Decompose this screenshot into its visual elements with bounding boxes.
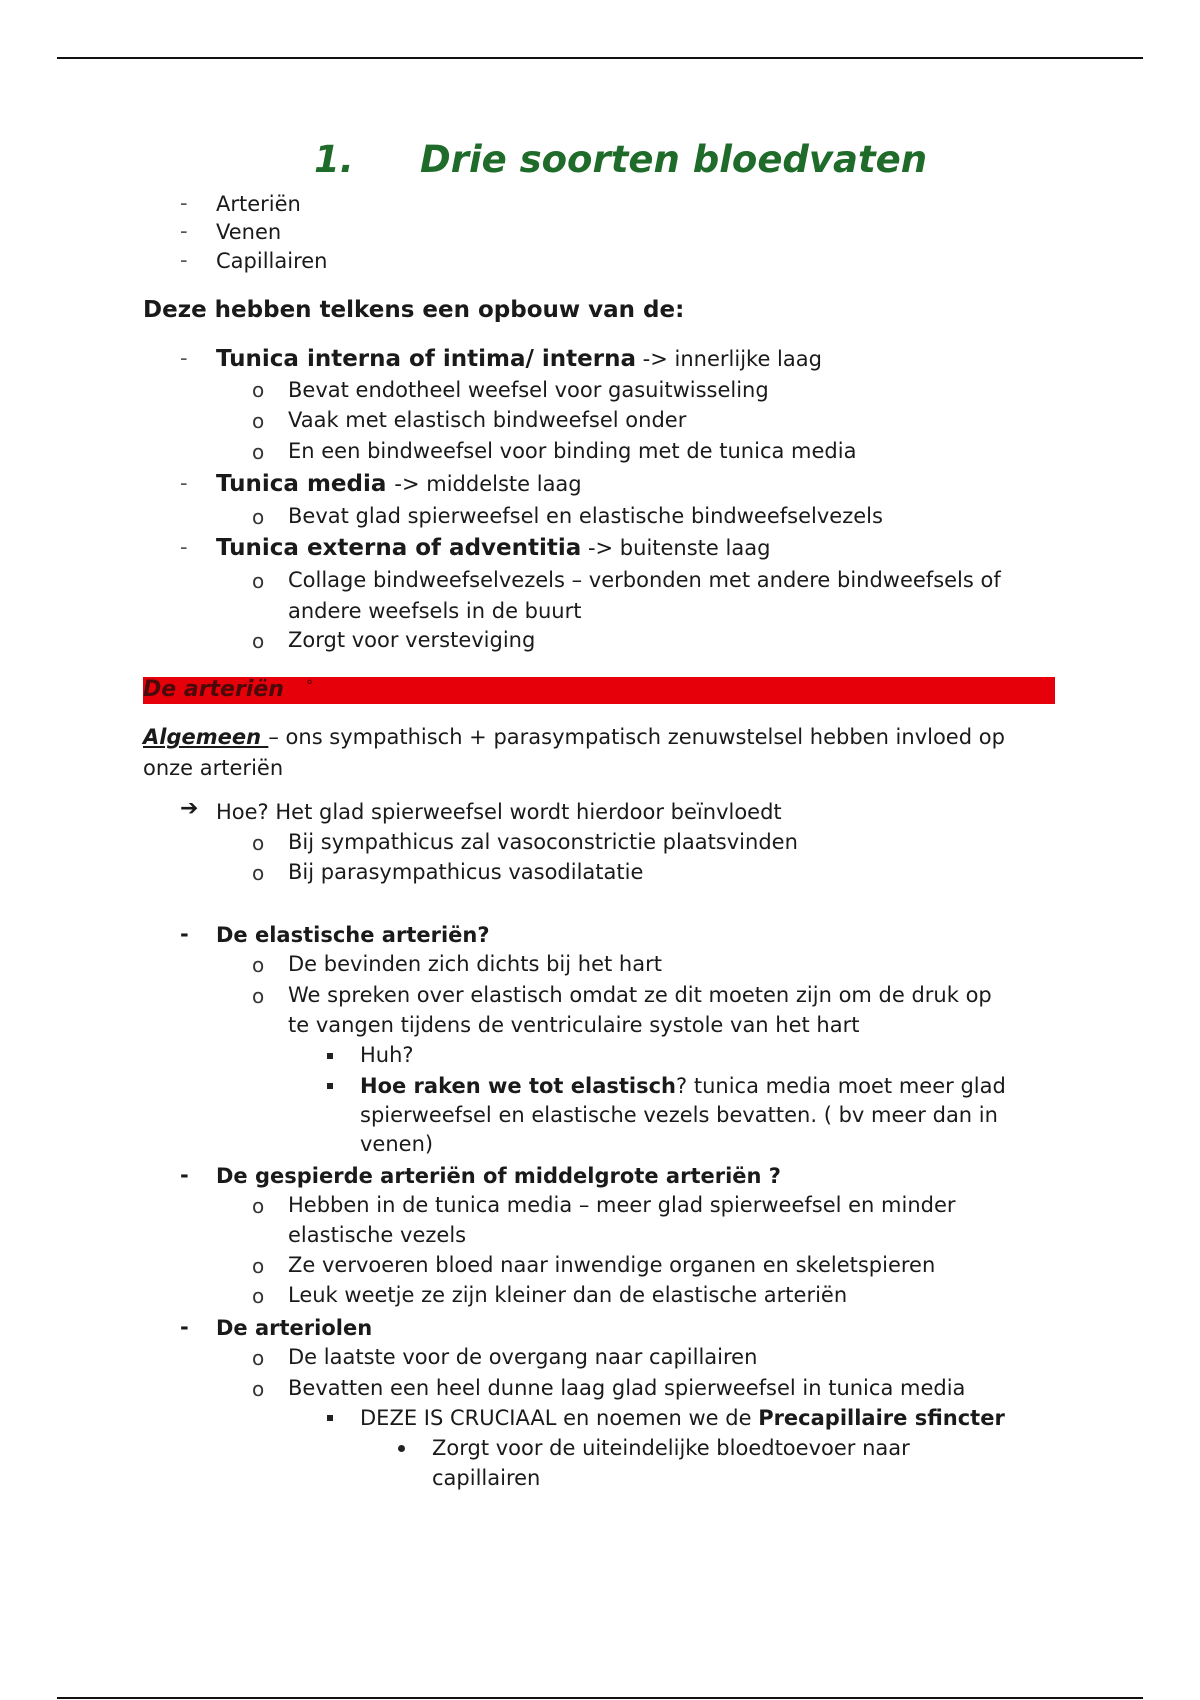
list-item: Collage bindweefselvezels – verbonden met andere bindweefsels of bbox=[288, 568, 1001, 592]
list-item: Zorgt voor de uiteindelijke bloedtoevoer naar bbox=[432, 1436, 910, 1460]
structure-heading: Deze hebben telkens een opbouw van de: bbox=[143, 297, 685, 323]
dash-bullet: - bbox=[180, 922, 189, 946]
section-bar-arterien bbox=[143, 677, 1055, 704]
arteriolen-heading: De arteriolen bbox=[216, 1316, 373, 1340]
layer-interna-name: Tunica interna of intima/ interna bbox=[216, 346, 636, 372]
emphasis: Precapillaire sfincter bbox=[758, 1406, 1005, 1430]
algemeen-line1 bbox=[143, 722, 1005, 752]
list-item: Bevat endotheel weefsel voor gasuitwisseling bbox=[288, 378, 769, 402]
list-item-cont: andere weefsels in de buurt bbox=[288, 599, 582, 623]
list-item-cont: capillairen bbox=[432, 1466, 541, 1490]
list-item-cont: spierweefsel en elastische vezels bevatten. ( bv meer dan in bbox=[360, 1103, 998, 1127]
algemeen-label: Algemeen bbox=[143, 725, 269, 749]
dash-bullet: - bbox=[180, 535, 188, 559]
o-bullet: o bbox=[252, 629, 265, 653]
layer-media bbox=[216, 469, 582, 499]
o-bullet: o bbox=[252, 861, 265, 885]
o-bullet: o bbox=[252, 378, 265, 402]
list-item-text: DEZE IS CRUCIAAL en noemen we de bbox=[360, 1406, 759, 1430]
dash-bullet: - bbox=[180, 1315, 189, 1339]
hoe-question: Hoe? Het glad spierweefsel wordt hierdoor beïnvloedt bbox=[216, 800, 782, 824]
algemeen-line2: onze arteriën bbox=[143, 756, 284, 780]
list-item: We spreken over elastisch omdat ze dit moeten zijn om de druk op bbox=[288, 983, 992, 1007]
square-bullet bbox=[327, 1415, 333, 1421]
layer-media-desc: -> middelste laag bbox=[394, 472, 582, 496]
top-rule bbox=[57, 57, 1143, 59]
o-bullet: o bbox=[252, 440, 265, 464]
layer-externa-name: Tunica externa of adventitia bbox=[216, 535, 582, 561]
dash-bullet: - bbox=[180, 1163, 189, 1187]
list-item-cont: venen) bbox=[360, 1132, 434, 1156]
algemeen-text: – ons sympathisch + parasympatisch zenuwstelsel hebben invloed op bbox=[268, 725, 1005, 749]
o-bullet: o bbox=[252, 1254, 265, 1278]
list-item-arterien: Arteriën bbox=[216, 192, 301, 216]
list-item-cont: te vangen tijdens de ventriculaire systole van het hart bbox=[288, 1013, 860, 1037]
list-item-venen: Venen bbox=[216, 220, 282, 244]
list-item: Bevatten een heel dunne laag glad spierweefsel in tunica media bbox=[288, 1376, 966, 1400]
dash-bullet: - bbox=[180, 346, 188, 370]
elastische-heading: De elastische arteriën? bbox=[216, 923, 490, 947]
list-item: Bevat glad spierweefsel en elastische bindweefselvezels bbox=[288, 504, 883, 528]
o-bullet: o bbox=[252, 569, 265, 593]
o-bullet: o bbox=[252, 1377, 265, 1401]
round-bullet bbox=[398, 1445, 405, 1452]
list-item: Bij sympathicus zal vasoconstrictie plaatsvinden bbox=[288, 830, 798, 854]
list-item: Zorgt voor versteviging bbox=[288, 628, 536, 652]
list-item: Bij parasympathicus vasodilatatie bbox=[288, 860, 644, 884]
o-bullet: o bbox=[252, 1284, 265, 1308]
emphasis: Hoe raken we tot elastisch bbox=[360, 1074, 677, 1098]
list-item bbox=[360, 1403, 1005, 1433]
o-bullet: o bbox=[252, 1346, 265, 1370]
bottom-rule bbox=[57, 1697, 1143, 1699]
list-item-text: ? tunica media moet meer glad bbox=[676, 1074, 1006, 1098]
title-number: 1. bbox=[314, 138, 354, 181]
list-item-capillairen: Capillairen bbox=[216, 249, 328, 273]
list-item bbox=[360, 1071, 1006, 1101]
o-bullet: o bbox=[252, 831, 265, 855]
square-bullet bbox=[327, 1053, 333, 1059]
list-item: Leuk weetje ze zijn kleiner dan de elastische arteriën bbox=[288, 1283, 848, 1307]
list-item: Vaak met elastisch bindweefsel onder bbox=[288, 408, 687, 432]
dash-bullet: - bbox=[180, 191, 188, 215]
page-title bbox=[0, 138, 1200, 188]
layer-interna-desc: -> innerlijke laag bbox=[636, 347, 822, 371]
o-bullet: o bbox=[252, 1194, 265, 1218]
o-bullet: o bbox=[252, 984, 265, 1008]
list-item: Ze vervoeren bloed naar inwendige organen en skeletspieren bbox=[288, 1253, 936, 1277]
dash-bullet: - bbox=[180, 219, 188, 243]
list-item: En een bindweefsel voor binding met de tunica media bbox=[288, 439, 857, 463]
list-item: De bevinden zich dichts bij het hart bbox=[288, 952, 662, 976]
section-bar-mark: ° bbox=[306, 678, 313, 694]
o-bullet: o bbox=[252, 409, 265, 433]
layer-externa bbox=[216, 533, 770, 563]
dash-bullet: - bbox=[180, 471, 188, 495]
layer-media-name: Tunica media bbox=[216, 471, 395, 497]
square-bullet bbox=[327, 1083, 333, 1089]
list-item: De laatste voor de overgang naar capillairen bbox=[288, 1345, 758, 1369]
o-bullet: o bbox=[252, 505, 265, 529]
dash-bullet: - bbox=[180, 248, 188, 272]
gespierde-heading: De gespierde arteriën of middelgrote arteriën ? bbox=[216, 1164, 781, 1188]
arrow-right-icon: ➔ bbox=[180, 796, 199, 821]
list-item-cont: elastische vezels bbox=[288, 1223, 467, 1247]
section-bar-label: De arteriën bbox=[143, 677, 284, 702]
title-text: Drie soorten bloedvaten bbox=[420, 138, 928, 181]
o-bullet: o bbox=[252, 953, 265, 977]
layer-externa-desc: -> buitenste laag bbox=[581, 536, 771, 560]
layer-interna bbox=[216, 344, 822, 374]
list-item: Huh? bbox=[360, 1043, 414, 1067]
list-item: Hebben in de tunica media – meer glad spierweefsel en minder bbox=[288, 1193, 956, 1217]
